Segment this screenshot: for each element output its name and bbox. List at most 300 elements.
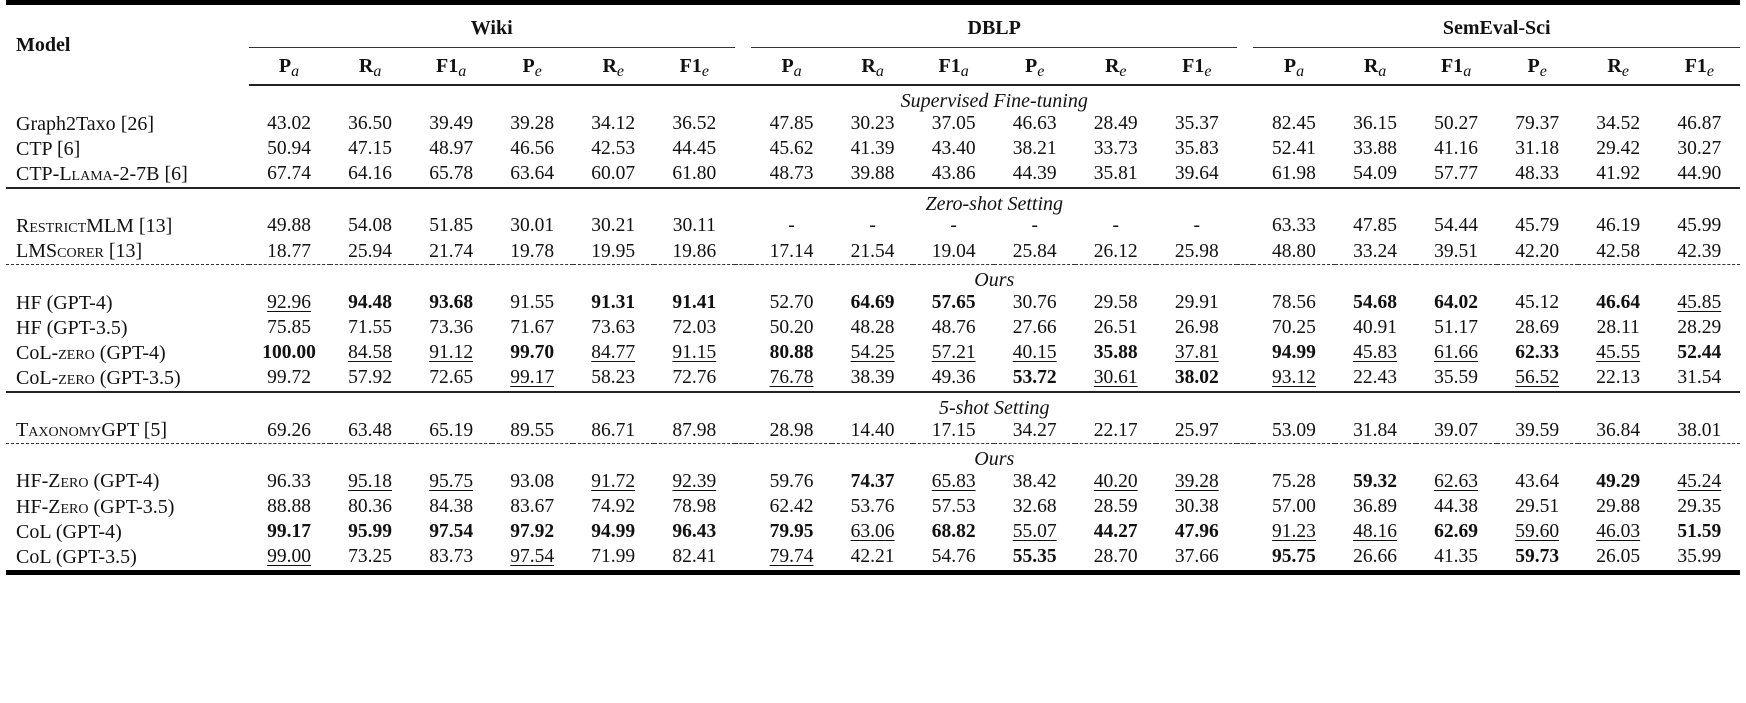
metric-value: 55.07 bbox=[1012, 521, 1057, 543]
metric-value: 47.85 bbox=[1353, 215, 1397, 237]
metric-value: 48.73 bbox=[769, 163, 814, 185]
model-name: CoL-zero (GPT-4) bbox=[16, 341, 166, 364]
metric-value: 57.92 bbox=[348, 367, 393, 389]
metric-value: 91.12 bbox=[429, 342, 474, 364]
metric-value: 100.00 bbox=[262, 342, 316, 364]
metric-value: 43.86 bbox=[931, 163, 976, 185]
metric-value: 41.39 bbox=[850, 138, 895, 160]
table-row bbox=[6, 469, 1740, 494]
metric-value: - bbox=[1031, 215, 1038, 237]
model-name: CoL-zero (GPT-3.5) bbox=[16, 367, 181, 390]
metric-value: - bbox=[950, 215, 957, 237]
model-name: RestrictMLM [13] bbox=[16, 215, 173, 238]
metric-value: 17.15 bbox=[931, 419, 976, 441]
table-row bbox=[6, 544, 1740, 572]
metric-header-f1-a: $F1_a$ bbox=[913, 48, 994, 86]
metric-header-r-e: $R_e$ bbox=[1075, 48, 1156, 86]
metric-value: 40.15 bbox=[1012, 342, 1057, 364]
metric-value: 36.15 bbox=[1353, 112, 1397, 134]
metric-value: 74.37 bbox=[850, 470, 895, 492]
metric-value: 37.81 bbox=[1174, 342, 1219, 364]
citation-ref: [13] bbox=[108, 240, 143, 263]
metric-value: 34.27 bbox=[1012, 419, 1057, 441]
section-row-zero-shot bbox=[6, 188, 1740, 214]
table-row bbox=[6, 239, 1740, 265]
metric-value: 63.33 bbox=[1272, 215, 1316, 237]
metric-value: 52.41 bbox=[1272, 138, 1316, 160]
metric-value: 93.68 bbox=[429, 291, 474, 313]
metric-value: 72.65 bbox=[429, 367, 474, 389]
metric-value: 46.64 bbox=[1596, 291, 1641, 313]
metric-value: 28.98 bbox=[769, 419, 814, 441]
metric-value: 73.36 bbox=[429, 316, 474, 338]
metric-value: 54.76 bbox=[931, 546, 976, 568]
metric-value: 94.48 bbox=[348, 291, 393, 313]
metric-value: 46.87 bbox=[1677, 112, 1722, 134]
metric-value: 69.26 bbox=[267, 419, 311, 441]
metric-value: 97.54 bbox=[510, 546, 555, 568]
metric-value: 59.76 bbox=[769, 470, 814, 492]
metric-value: 95.75 bbox=[429, 470, 474, 492]
metric-value: - bbox=[1193, 215, 1201, 237]
metric-value: 42.21 bbox=[850, 546, 895, 568]
metric-value: 97.92 bbox=[510, 521, 555, 543]
table-row bbox=[6, 214, 1740, 239]
metric-value: 35.81 bbox=[1093, 163, 1138, 185]
metric-value: 96.33 bbox=[267, 470, 311, 492]
metric-value: 36.89 bbox=[1353, 495, 1397, 517]
metric-value: 28.70 bbox=[1093, 546, 1138, 568]
metric-value: 68.82 bbox=[931, 521, 976, 543]
metric-value: 34.12 bbox=[591, 112, 636, 134]
metric-value: 52.70 bbox=[769, 291, 814, 313]
table-row bbox=[6, 315, 1740, 340]
model-name: CoL (GPT-4) bbox=[16, 520, 122, 543]
metric-value: 57.65 bbox=[931, 291, 976, 313]
metric-value: 78.98 bbox=[672, 495, 717, 517]
metric-value: 26.66 bbox=[1353, 546, 1397, 568]
section-row-five-shot bbox=[6, 392, 1740, 418]
metric-value: 71.67 bbox=[510, 316, 555, 338]
metric-value: 49.29 bbox=[1596, 470, 1641, 492]
metric-value: 54.09 bbox=[1353, 163, 1397, 185]
metric-value: 46.63 bbox=[1012, 112, 1057, 134]
metric-value: 39.51 bbox=[1434, 240, 1479, 262]
metric-value: 65.78 bbox=[429, 163, 474, 185]
metric-value: 49.88 bbox=[267, 215, 311, 237]
metric-value: 50.94 bbox=[267, 138, 311, 160]
metric-header-f1-e: $F1_e$ bbox=[1156, 48, 1237, 86]
metric-value: 55.35 bbox=[1012, 546, 1057, 568]
metric-value: 92.96 bbox=[267, 291, 311, 313]
metric-value: 29.51 bbox=[1515, 495, 1560, 517]
metric-value: 45.99 bbox=[1677, 215, 1722, 237]
metric-value: 44.45 bbox=[672, 138, 717, 160]
metric-header-f1-e: $F1_e$ bbox=[1659, 48, 1740, 86]
metric-value: 80.88 bbox=[769, 342, 814, 364]
metric-value: 89.55 bbox=[510, 419, 555, 441]
section-label: Ours bbox=[249, 443, 1740, 469]
metric-value: 59.73 bbox=[1515, 546, 1560, 568]
metric-value: 28.49 bbox=[1093, 112, 1138, 134]
metric-value: 54.44 bbox=[1434, 215, 1479, 237]
metric-value: 49.36 bbox=[931, 367, 976, 389]
metric-value: 99.17 bbox=[267, 521, 311, 543]
metric-value: 87.98 bbox=[672, 419, 717, 441]
metric-value: 50.20 bbox=[769, 316, 814, 338]
metric-value: 62.33 bbox=[1515, 342, 1560, 364]
metric-value: 94.99 bbox=[591, 521, 636, 543]
citation-ref: [6] bbox=[56, 137, 81, 160]
metric-value: 72.03 bbox=[672, 316, 717, 338]
metric-value: 21.74 bbox=[429, 240, 474, 262]
metric-value: 44.90 bbox=[1677, 163, 1722, 185]
metric-value: 22.17 bbox=[1093, 419, 1138, 441]
model-name: CTP-Llama-2-7B [6] bbox=[16, 162, 188, 185]
metric-value: 43.64 bbox=[1515, 470, 1560, 492]
metric-value: 33.73 bbox=[1093, 138, 1138, 160]
metric-value: 38.01 bbox=[1677, 419, 1722, 441]
metric-value: 38.21 bbox=[1012, 138, 1057, 160]
metric-value: 64.02 bbox=[1434, 291, 1479, 313]
metric-value: 79.95 bbox=[769, 521, 814, 543]
metric-value: 31.18 bbox=[1515, 138, 1560, 160]
metric-value: 54.25 bbox=[850, 342, 895, 364]
metric-header-row bbox=[6, 48, 1740, 86]
metric-header-r-a: $R_a$ bbox=[1335, 48, 1416, 86]
metric-value: 44.39 bbox=[1012, 163, 1057, 185]
metric-value: 26.51 bbox=[1093, 316, 1138, 338]
metric-value: 45.79 bbox=[1515, 215, 1560, 237]
metric-value: 33.24 bbox=[1353, 240, 1397, 262]
metric-value: - bbox=[1112, 215, 1119, 237]
metric-value: 71.55 bbox=[348, 316, 393, 338]
metric-value: - bbox=[869, 215, 876, 237]
metric-value: 30.11 bbox=[672, 215, 716, 237]
metric-value: 43.40 bbox=[931, 138, 976, 160]
metric-value: 79.74 bbox=[769, 546, 814, 568]
metric-value: 22.43 bbox=[1353, 367, 1397, 389]
metric-value: 36.52 bbox=[672, 112, 717, 134]
metric-value: 45.83 bbox=[1353, 342, 1397, 364]
metric-value: 26.05 bbox=[1596, 546, 1641, 568]
metric-value: 43.02 bbox=[267, 112, 311, 134]
section-label: 5-shot Setting bbox=[249, 392, 1740, 418]
metric-value: 91.15 bbox=[672, 342, 717, 364]
metric-value: 61.98 bbox=[1272, 163, 1316, 185]
metric-value: 47.15 bbox=[348, 138, 393, 160]
metric-value: 26.98 bbox=[1174, 316, 1219, 338]
metric-value: 84.38 bbox=[429, 495, 474, 517]
metric-value: 51.17 bbox=[1434, 316, 1479, 338]
metric-value: 32.68 bbox=[1012, 495, 1057, 517]
table-row bbox=[6, 111, 1740, 136]
metric-value: 82.45 bbox=[1272, 112, 1316, 134]
metric-value: 99.72 bbox=[267, 367, 311, 389]
metric-value: 97.54 bbox=[429, 521, 474, 543]
metric-value: 28.69 bbox=[1515, 316, 1560, 338]
metric-value: 65.19 bbox=[429, 419, 474, 441]
table-row bbox=[6, 494, 1740, 519]
metric-value: 31.84 bbox=[1353, 419, 1397, 441]
metric-header-r-a: $R_a$ bbox=[330, 48, 411, 86]
metric-value: 62.42 bbox=[769, 495, 814, 517]
metric-value: 62.69 bbox=[1434, 521, 1479, 543]
metric-value: 61.80 bbox=[672, 163, 717, 185]
metric-value: 37.66 bbox=[1174, 546, 1219, 568]
metric-value: 22.13 bbox=[1596, 367, 1641, 389]
metric-value: 91.72 bbox=[591, 470, 636, 492]
citation-ref: [13] bbox=[138, 215, 173, 238]
metric-value: 96.43 bbox=[672, 521, 717, 543]
metric-value: 94.99 bbox=[1272, 342, 1316, 364]
table-row bbox=[6, 418, 1740, 444]
metric-header-p-e: $P_e$ bbox=[492, 48, 573, 86]
metric-value: 59.60 bbox=[1515, 521, 1560, 543]
model-name: CoL (GPT-3.5) bbox=[16, 546, 137, 569]
metric-value: 99.17 bbox=[510, 367, 555, 389]
section-label: Supervised Fine-tuning bbox=[900, 90, 1088, 112]
metric-value: 80.36 bbox=[348, 495, 393, 517]
citation-ref: [5] bbox=[143, 419, 168, 442]
metric-value: 45.62 bbox=[769, 138, 814, 160]
metric-value: 84.77 bbox=[591, 342, 636, 364]
section-row-ours-zero bbox=[6, 264, 1740, 290]
metric-value: 39.28 bbox=[510, 112, 555, 134]
metric-value: 78.56 bbox=[1272, 291, 1316, 313]
metric-value: 30.76 bbox=[1012, 291, 1057, 313]
dataset-header-dblp: DBLP bbox=[751, 3, 1237, 48]
metric-value: 73.63 bbox=[591, 316, 636, 338]
metric-value: 60.07 bbox=[591, 163, 636, 185]
metric-value: 25.94 bbox=[348, 240, 393, 262]
results-table bbox=[6, 0, 1740, 575]
metric-value: 47.85 bbox=[769, 112, 814, 134]
model-name: HF-Zero (GPT-3.5) bbox=[16, 495, 175, 518]
metric-value: 82.41 bbox=[672, 546, 717, 568]
metric-value: 39.88 bbox=[850, 163, 895, 185]
metric-value: - bbox=[788, 215, 795, 237]
metric-value: 42.20 bbox=[1515, 240, 1560, 262]
metric-value: 44.38 bbox=[1434, 495, 1479, 517]
metric-header-p-a: $P_a$ bbox=[1253, 48, 1334, 86]
metric-value: 31.54 bbox=[1677, 367, 1722, 389]
metric-value: 71.99 bbox=[591, 546, 636, 568]
table-row bbox=[6, 340, 1740, 365]
metric-value: 36.50 bbox=[348, 112, 393, 134]
metric-value: 99.70 bbox=[510, 342, 555, 364]
metric-value: 57.21 bbox=[931, 342, 976, 364]
metric-value: 35.99 bbox=[1677, 546, 1722, 568]
metric-value: 39.59 bbox=[1515, 419, 1560, 441]
metric-value: 30.27 bbox=[1677, 138, 1722, 160]
metric-value: 35.88 bbox=[1093, 342, 1138, 364]
metric-value: 86.71 bbox=[591, 419, 636, 441]
metric-value: 54.68 bbox=[1353, 291, 1397, 313]
metric-value: 41.92 bbox=[1596, 163, 1641, 185]
metric-value: 65.83 bbox=[931, 470, 976, 492]
metric-header-p-a: $P_a$ bbox=[249, 48, 330, 86]
metric-value: 75.28 bbox=[1272, 470, 1316, 492]
metric-value: 30.61 bbox=[1093, 367, 1138, 389]
metric-value: 38.42 bbox=[1012, 470, 1057, 492]
metric-value: 35.83 bbox=[1174, 138, 1219, 160]
metric-value: 63.64 bbox=[510, 163, 555, 185]
metric-value: 39.49 bbox=[429, 112, 474, 134]
metric-value: 88.88 bbox=[267, 495, 311, 517]
metric-value: 19.78 bbox=[510, 240, 555, 262]
model-name: HF (GPT-3.5) bbox=[16, 316, 128, 339]
metric-header-r-e: $R_e$ bbox=[573, 48, 654, 86]
metric-value: 41.35 bbox=[1434, 546, 1479, 568]
metric-value: 53.09 bbox=[1272, 419, 1316, 441]
metric-value: 35.59 bbox=[1434, 367, 1479, 389]
section-row-supervised bbox=[6, 85, 1740, 111]
metric-value: 28.59 bbox=[1093, 495, 1138, 517]
section-label: Zero-shot Setting bbox=[249, 188, 1740, 214]
metric-value: 50.27 bbox=[1434, 112, 1479, 134]
metric-value: 27.66 bbox=[1012, 316, 1057, 338]
metric-value: 17.14 bbox=[769, 240, 814, 262]
metric-value: 25.98 bbox=[1174, 240, 1219, 262]
metric-value: 75.85 bbox=[267, 316, 311, 338]
metric-value: 57.53 bbox=[931, 495, 976, 517]
metric-value: 91.41 bbox=[672, 291, 717, 313]
citation-ref: [26] bbox=[120, 112, 155, 135]
metric-value: 40.20 bbox=[1093, 470, 1138, 492]
model-column-header: Model bbox=[16, 34, 71, 56]
metric-value: 57.77 bbox=[1434, 163, 1479, 185]
metric-value: 37.05 bbox=[931, 112, 976, 134]
metric-value: 18.77 bbox=[267, 240, 311, 262]
dataset-header-semeval: SemEval-Sci bbox=[1253, 3, 1740, 48]
metric-value: 54.08 bbox=[348, 215, 393, 237]
metric-value: 33.88 bbox=[1353, 138, 1397, 160]
metric-value: 30.23 bbox=[850, 112, 895, 134]
metric-header-f1-a: $F1_a$ bbox=[1416, 48, 1497, 86]
dataset-header-row bbox=[6, 3, 1740, 48]
metric-value: 91.23 bbox=[1272, 521, 1316, 543]
metric-value: 30.21 bbox=[591, 215, 636, 237]
metric-value: 19.04 bbox=[931, 240, 976, 262]
metric-value: 91.55 bbox=[510, 291, 555, 313]
metric-value: 93.12 bbox=[1272, 367, 1316, 389]
metric-header-p-a: $P_a$ bbox=[751, 48, 832, 86]
metric-header-f1-e: $F1_e$ bbox=[654, 48, 735, 86]
metric-value: 40.91 bbox=[1353, 316, 1397, 338]
metric-value: 46.03 bbox=[1596, 521, 1641, 543]
metric-value: 14.40 bbox=[850, 419, 895, 441]
metric-value: 45.55 bbox=[1596, 342, 1641, 364]
metric-value: 63.06 bbox=[850, 521, 895, 543]
metric-value: 63.48 bbox=[348, 419, 393, 441]
metric-value: 41.16 bbox=[1434, 138, 1479, 160]
metric-value: 28.11 bbox=[1596, 316, 1640, 338]
model-name: CTP [6] bbox=[16, 137, 81, 160]
metric-value: 29.42 bbox=[1596, 138, 1641, 160]
metric-value: 95.99 bbox=[348, 521, 393, 543]
table-row bbox=[6, 161, 1740, 187]
metric-value: 48.28 bbox=[850, 316, 895, 338]
metric-value: 64.16 bbox=[348, 163, 393, 185]
metric-value: 95.18 bbox=[348, 470, 393, 492]
metric-value: 56.52 bbox=[1515, 367, 1560, 389]
citation-ref: [6] bbox=[164, 162, 188, 185]
metric-value: 29.91 bbox=[1174, 291, 1219, 313]
table-row bbox=[6, 519, 1740, 544]
metric-value: 74.92 bbox=[591, 495, 636, 517]
metric-value: 48.16 bbox=[1353, 521, 1397, 543]
metric-value: 62.63 bbox=[1434, 470, 1479, 492]
metric-value: 46.19 bbox=[1596, 215, 1641, 237]
metric-value: 34.52 bbox=[1596, 112, 1641, 134]
metric-value: 26.12 bbox=[1093, 240, 1138, 262]
metric-header-p-e: $P_e$ bbox=[1497, 48, 1578, 86]
metric-value: 72.76 bbox=[672, 367, 717, 389]
metric-value: 19.95 bbox=[591, 240, 636, 262]
metric-value: 92.39 bbox=[672, 470, 717, 492]
metric-value: 38.02 bbox=[1174, 367, 1219, 389]
metric-value: 21.54 bbox=[850, 240, 895, 262]
metric-value: 48.80 bbox=[1272, 240, 1316, 262]
results-table-body bbox=[6, 85, 1740, 572]
section-row-ours-five bbox=[6, 443, 1740, 469]
model-name: HF (GPT-4) bbox=[16, 291, 113, 314]
table-row bbox=[6, 290, 1740, 315]
metric-value: 38.39 bbox=[850, 367, 895, 389]
metric-value: 70.25 bbox=[1272, 316, 1316, 338]
model-name: LMScorer [13] bbox=[16, 240, 143, 263]
metric-value: 29.88 bbox=[1596, 495, 1641, 517]
table-row bbox=[6, 136, 1740, 161]
metric-value: 99.00 bbox=[267, 546, 311, 568]
metric-value: 73.25 bbox=[348, 546, 393, 568]
metric-value: 51.85 bbox=[429, 215, 474, 237]
metric-value: 95.75 bbox=[1272, 546, 1316, 568]
section-label: Ours bbox=[249, 264, 1740, 290]
metric-value: 51.59 bbox=[1677, 521, 1722, 543]
metric-value: 46.56 bbox=[510, 138, 555, 160]
metric-value: 48.33 bbox=[1515, 163, 1560, 185]
metric-value: 48.76 bbox=[931, 316, 976, 338]
metric-value: 29.58 bbox=[1093, 291, 1138, 313]
metric-value: 83.67 bbox=[510, 495, 555, 517]
metric-value: 79.37 bbox=[1515, 112, 1560, 134]
metric-value: 39.64 bbox=[1174, 163, 1219, 185]
metric-value: 53.72 bbox=[1012, 367, 1057, 389]
metric-value: 19.86 bbox=[672, 240, 717, 262]
metric-value: 58.23 bbox=[591, 367, 636, 389]
metric-value: 47.96 bbox=[1174, 521, 1219, 543]
model-name: Graph2Taxo [26] bbox=[16, 112, 155, 135]
metric-value: 42.58 bbox=[1596, 240, 1641, 262]
metric-value: 29.35 bbox=[1677, 495, 1722, 517]
metric-value: 36.84 bbox=[1596, 419, 1641, 441]
metric-value: 35.37 bbox=[1174, 112, 1219, 134]
metric-value: 59.32 bbox=[1353, 470, 1397, 492]
metric-value: 67.74 bbox=[267, 163, 311, 185]
metric-value: 45.12 bbox=[1515, 291, 1560, 313]
metric-value: 93.08 bbox=[510, 470, 555, 492]
metric-value: 45.24 bbox=[1677, 470, 1722, 492]
metric-value: 28.29 bbox=[1677, 316, 1722, 338]
metric-value: 39.28 bbox=[1174, 470, 1219, 492]
metric-value: 57.00 bbox=[1272, 495, 1316, 517]
metric-value: 52.44 bbox=[1677, 342, 1722, 364]
metric-value: 39.07 bbox=[1434, 419, 1479, 441]
metric-value: 91.31 bbox=[591, 291, 636, 313]
metric-header-r-e: $R_e$ bbox=[1578, 48, 1659, 86]
